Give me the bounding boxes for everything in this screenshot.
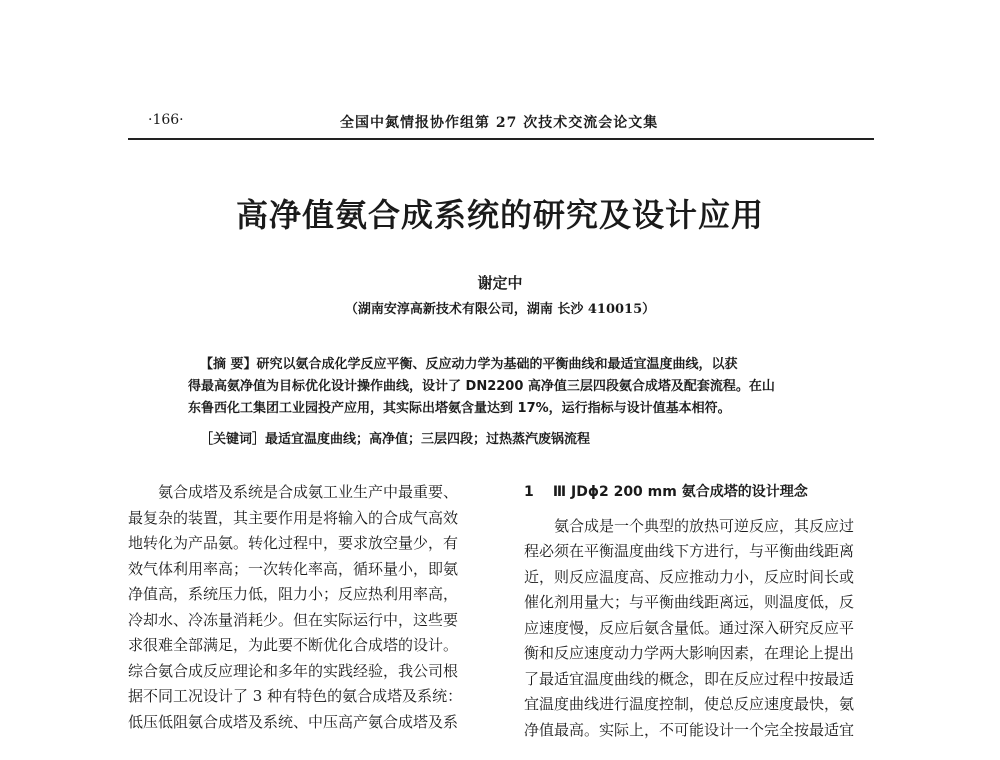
proceedings-title: 全国中氮情报协作组第 27 次技术交流会论文集 [340, 115, 659, 131]
abstract-line: 得最高氨净值为目标优化设计操作曲线，设计了 DN2200 高净值三层四段氨合成塔及配套流程。在山 [188, 379, 775, 394]
body-line: 净值最高。实际上，不可能设计一个完全按最适宜 [524, 720, 855, 739]
body-line: 效气体利用率高；一次转化率高，循环量小，即氨 [128, 559, 459, 578]
body-line: 据不同工况设计了 3 种有特色的氨合成塔及系统： [128, 687, 463, 705]
body-line: 地转化为产品氨。转化过程中，要求放空量少，有 [128, 534, 459, 552]
body-line: 衡和反应速度动力学两大影响因素，在理论上提出 [524, 644, 855, 662]
section-title: Ⅲ JDϕ2 200 mm 氨合成塔的设计理念 [552, 484, 808, 500]
body-line: 氨合成塔及系统是合成氨工业生产中最重要、 [158, 483, 459, 501]
article-title: 高净值氨合成系统的研究及设计应用 [235, 196, 764, 234]
body-line: 了最适宜温度曲线的概念，即在反应过程中按最适 [524, 669, 855, 688]
keywords-line: ［关键词］最适宜温度曲线；高净值；三层四段；过热蒸汽废锅流程 [200, 432, 591, 447]
abstract-line: 东鲁西化工集团工业园投产应用，其实际出塔氨含量达到 17%，运行指标与设计值基本相符。 [188, 401, 731, 416]
right-column [524, 480, 894, 743]
body-line: 近，则反应温度高、反应推动力小，反应时间长或 [524, 567, 855, 586]
author-affiliation: （湖南安淳高新技术有限公司，湖南 长沙 410015） [344, 302, 656, 317]
section-number: 1 [524, 484, 534, 500]
author-name: 谢定中 [477, 274, 523, 292]
section-heading [524, 480, 894, 506]
body-line: 应速度慢，反应后氨含量低。通过深入研究反应平 [524, 618, 855, 637]
body-line: 低压低阻氨合成塔及系统、中压高产氨合成塔及系 [128, 712, 459, 731]
body-line: 程必须在平衡温度曲线下方进行，与平衡曲线距离 [524, 542, 855, 560]
section-body [524, 514, 894, 744]
body-line: 综合氨合成反应理论和多年的实践经验，我公司根 [128, 661, 459, 680]
running-header [130, 112, 872, 134]
body-line: 催化剂用量大；与平衡曲线距离远，则温度低，反 [524, 593, 855, 611]
body-line: 求很难全部满足，为此要不断优化合成塔的设计。 [128, 636, 459, 654]
abstract-block [188, 354, 858, 420]
left-column [128, 480, 496, 735]
body-line: 宜温度曲线进行温度控制，使总反应速度最快，氨 [524, 695, 855, 713]
body-line: 最复杂的装置，其主要作用是将输入的合成气高效 [128, 508, 459, 527]
abstract-line: 【摘 要】研究以氨合成化学反应平衡、反应动力学为基础的平衡曲线和最适宜温度曲线，以获 [200, 357, 738, 372]
page-number: ·166· [148, 112, 184, 128]
header-rule [128, 138, 874, 140]
body-line: 冷却水、冷冻量消耗少。但在实际运行中，这些要 [128, 610, 459, 629]
body-line: 氨合成是一个典型的放热可逆反应，其反应过 [554, 516, 855, 535]
body-line: 净值高，系统压力低，阻力小；反应热利用率高， [128, 585, 459, 603]
